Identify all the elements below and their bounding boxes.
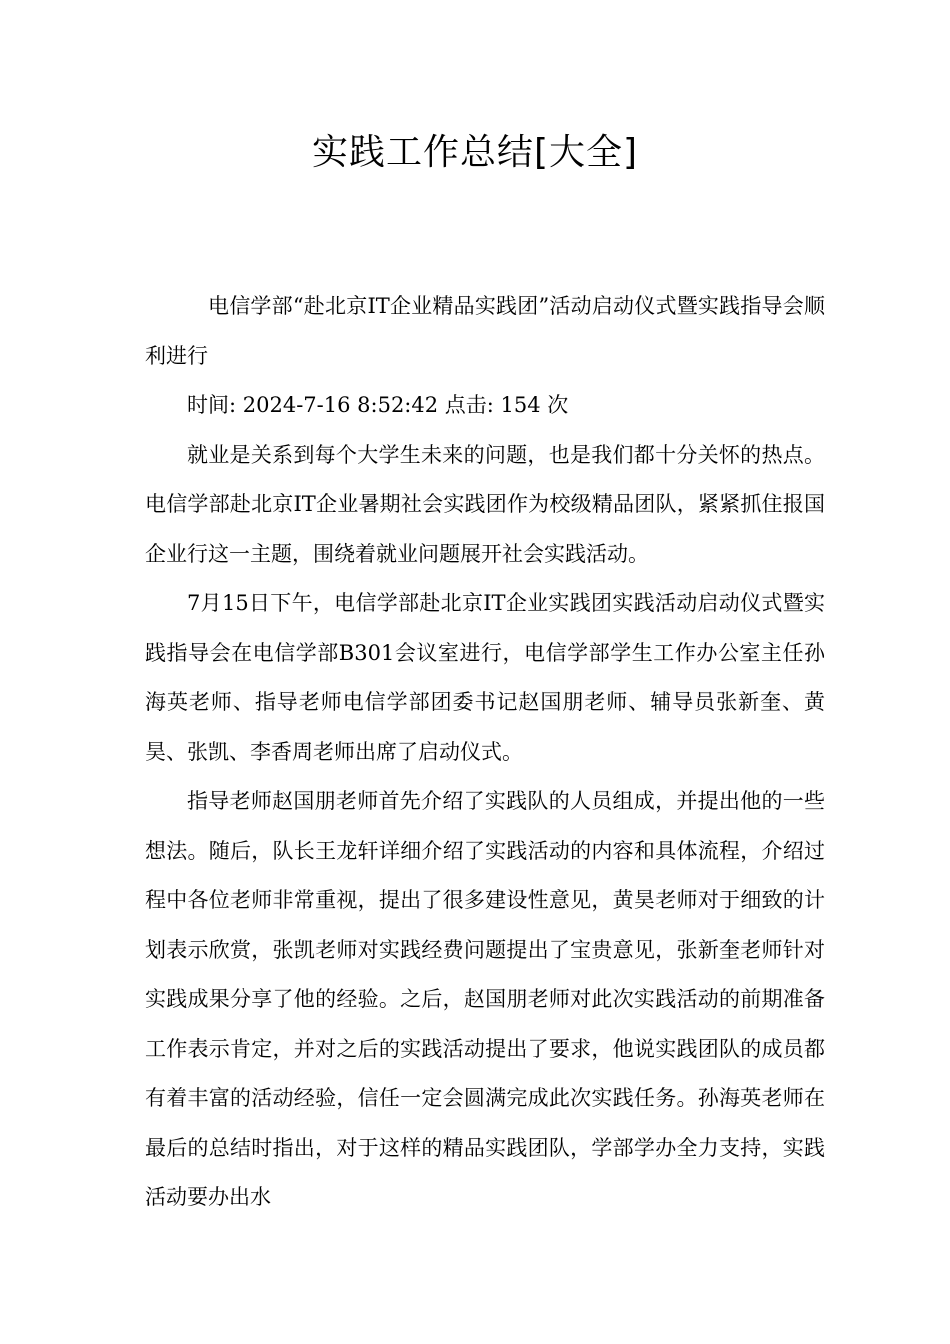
paragraph-2: 7月15日下午，电信学部赴北京IT企业实践团实践活动启动仪式暨实践指导会在电信学部B301会议室进行，电信学部学生工作办公室主任孙海英老师、指导老师电信学部团委书记赵国朋老师、辅导员张新奎、黄昊、张凯、李香周老师出席了启动仪式。: [145, 591, 825, 764]
paragraph-3: 指导老师赵国朋老师首先介绍了实践队的人员组成，并提出他的一些想法。随后，队长王龙轩详细介绍了实践活动的内容和具体流程，介绍过程中各位老师非常重视，提出了很多建设性意见，黄昊老师对于细致的计划表示欣赏，张凯老师对实践经费问题提出了宝贵意见，张新奎老师针对实践成果分享了他的经验。之后，赵国朋老师对此次实践活动的前期准备工作表示肯定，并对之后的实践活动提出了要求，他说实践团队的成员都有着丰富的活动经验，信任一定会圆满完成此次实践任务。孙海英老师在最后的总结时指出，对于这样的精品实践团队，学部学办全力支持，实践活动要办出水: [145, 789, 825, 1209]
document-body: [145, 282, 825, 1223]
paragraph-1: 就业是关系到每个大学生未来的问题，也是我们都十分关怀的热点。电信学部赴北京IT企业暑期社会实践团作为校级精品团队，紧紧抓住报国企业行这一主题，围绕着就业问题展开社会实践活动。: [145, 442, 825, 566]
document-title: 实践工作总结[大全]: [311, 132, 639, 173]
article-subtitle: 电信学部“赴北京IT企业精品实践团”活动启动仪式暨实践指导会顺利进行: [145, 294, 825, 368]
article-meta: 时间: 2024-7-16 8:52:42 点击: 154 次: [187, 393, 569, 417]
